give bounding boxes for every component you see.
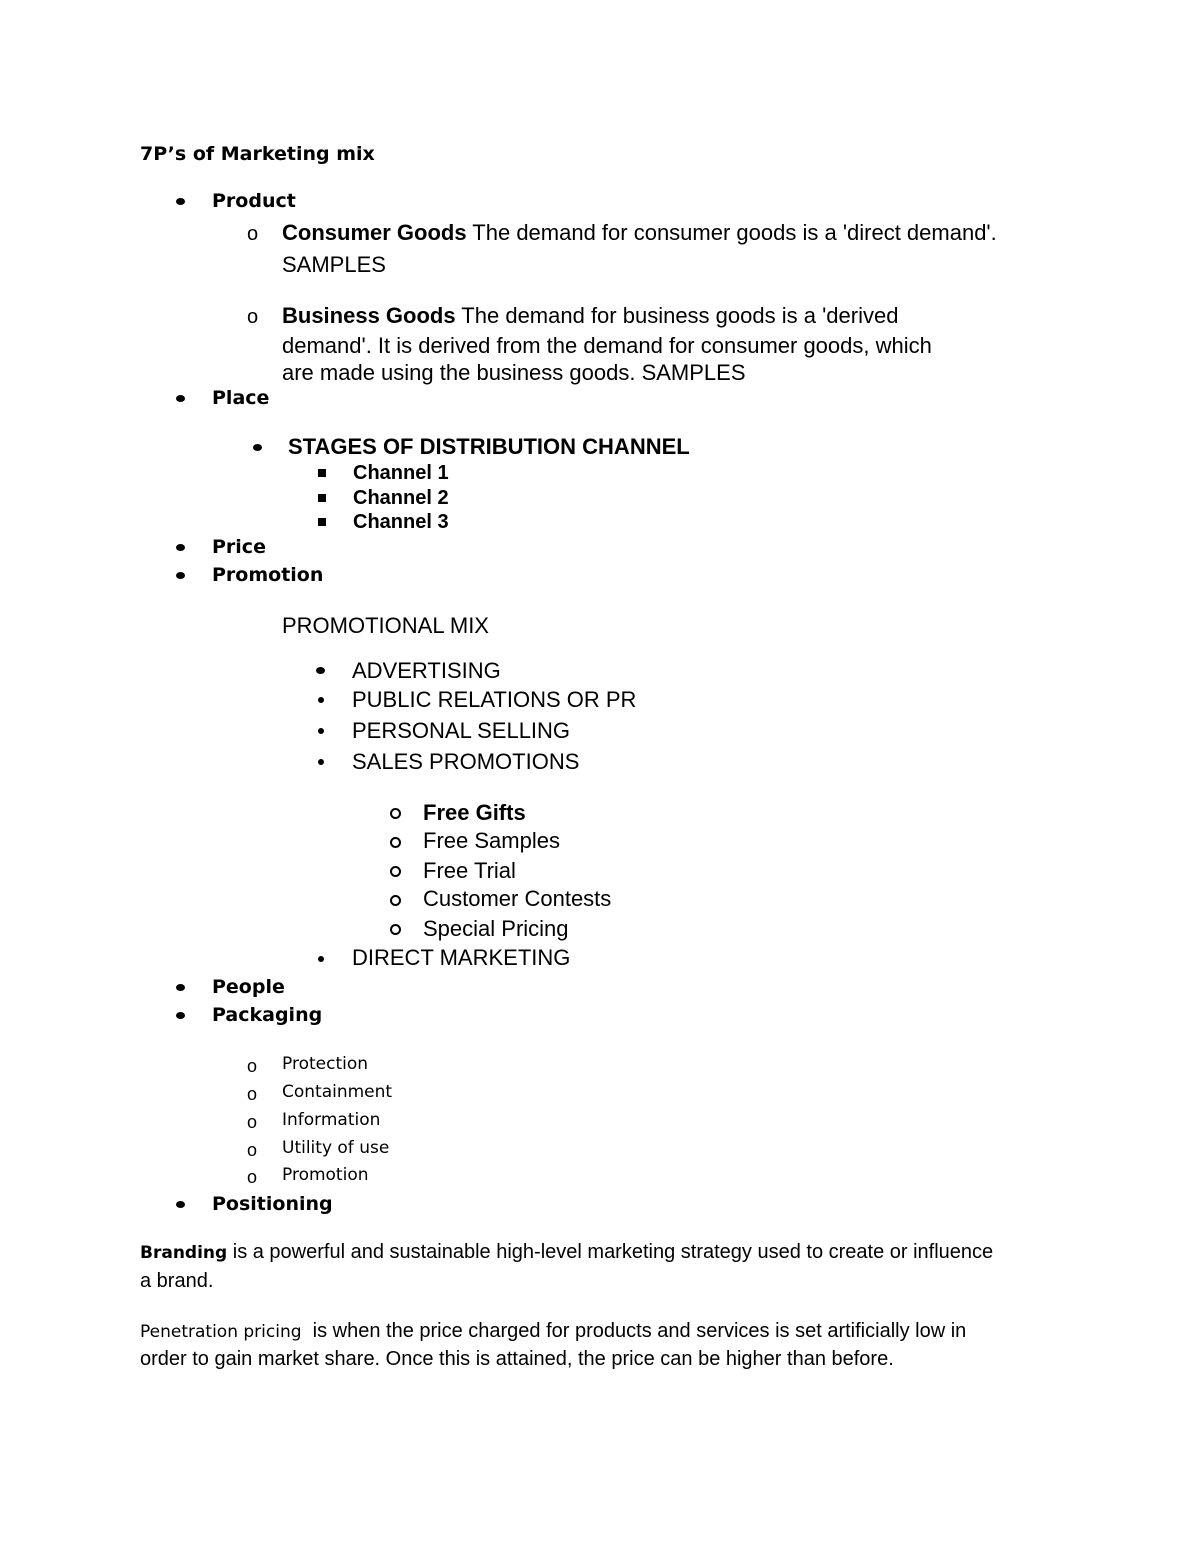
bullet-icon: [318, 728, 324, 734]
branding-term: Branding: [140, 1243, 228, 1263]
circle-bullet-icon: o: [247, 1167, 258, 1187]
business-goods-line-1: [282, 303, 898, 329]
circle-bullet-icon: o: [247, 1112, 258, 1132]
branding-line-2: a brand.: [140, 1270, 214, 1292]
circle-bullet-icon: o: [247, 223, 259, 245]
item-place: Place: [212, 387, 270, 409]
mix-item: PUBLIC RELATIONS OR PR: [352, 687, 637, 712]
bullet-icon: [316, 667, 325, 674]
packaging-item: Protection: [282, 1054, 369, 1074]
bullet-icon: [176, 395, 185, 402]
consumer-goods-text: The demand for consumer goods is a 'direct demand'.: [466, 220, 997, 245]
sales-promotion-item: Customer Contests: [423, 886, 612, 911]
business-goods-line-3: are made using the business goods. SAMPLES: [282, 360, 746, 385]
channel-item: Channel 1: [353, 462, 449, 484]
sales-promotion-item: Free Trial: [423, 858, 516, 883]
branding-text: is a powerful and sustainable high-level marketing strategy used to create or influence: [227, 1241, 994, 1263]
penetration-line-2: order to gain market share. Once this is attained, the price can be higher than before.: [140, 1348, 894, 1370]
packaging-item: Promotion: [282, 1165, 369, 1185]
bullet-icon: [253, 444, 262, 451]
penetration-text: is when the price charged for products and services is set artificially low in: [301, 1320, 967, 1342]
promotional-mix-heading: PROMOTIONAL MIX: [282, 613, 489, 638]
bullet-icon: [318, 697, 324, 703]
mix-item-direct-marketing: DIRECT MARKETING: [352, 945, 571, 970]
sales-promotion-item: Free Samples: [423, 828, 560, 853]
ring-bullet-icon: [390, 895, 401, 906]
item-product: Product: [212, 190, 296, 212]
bullet-icon: [176, 572, 185, 579]
stages-heading: STAGES OF DISTRIBUTION CHANNEL: [288, 434, 690, 459]
packaging-item: Containment: [282, 1082, 393, 1102]
item-promotion: Promotion: [212, 564, 324, 586]
item-people: People: [212, 976, 285, 998]
packaging-item: Information: [282, 1110, 381, 1130]
sales-promotion-item: Special Pricing: [423, 916, 569, 941]
page-title: 7P’s of Marketing mix: [140, 143, 375, 165]
circle-bullet-icon: o: [247, 1140, 258, 1160]
bullet-icon: [318, 956, 324, 962]
square-bullet-icon: [318, 469, 326, 477]
item-positioning: Positioning: [212, 1193, 333, 1215]
channel-item: Channel 2: [353, 487, 449, 509]
bullet-icon: [318, 759, 324, 765]
sales-promotion-item: Free Gifts: [423, 800, 526, 825]
item-packaging: Packaging: [212, 1004, 323, 1026]
circle-bullet-icon: o: [247, 306, 259, 328]
square-bullet-icon: [318, 494, 326, 502]
bullet-icon: [176, 1012, 185, 1019]
penetration-term: Penetration pricing: [140, 1322, 302, 1342]
branding-line-1: [140, 1241, 993, 1264]
item-price: Price: [212, 536, 266, 558]
ring-bullet-icon: [390, 866, 401, 877]
mix-item: SALES PROMOTIONS: [352, 749, 580, 774]
square-bullet-icon: [318, 518, 326, 526]
mix-item: ADVERTISING: [352, 658, 501, 683]
bullet-icon: [176, 198, 185, 205]
packaging-item: Utility of use: [282, 1138, 390, 1158]
consumer-goods-term: Consumer Goods: [282, 220, 467, 245]
circle-bullet-icon: o: [247, 1056, 258, 1076]
ring-bullet-icon: [390, 837, 401, 848]
circle-bullet-icon: o: [247, 1084, 258, 1104]
channel-item: Channel 3: [353, 511, 449, 533]
business-goods-text: The demand for business goods is a 'derived: [455, 303, 899, 328]
consumer-goods-samples: SAMPLES: [282, 252, 386, 277]
business-goods-line-2: demand'. It is derived from the demand for consumer goods, which: [282, 333, 932, 358]
consumer-goods-line: [282, 220, 997, 246]
ring-bullet-icon: [390, 808, 401, 819]
bullet-icon: [176, 984, 185, 991]
penetration-line-1: [140, 1320, 966, 1343]
bullet-icon: [176, 1201, 185, 1208]
business-goods-term: Business Goods: [282, 303, 456, 328]
bullet-icon: [176, 544, 185, 551]
ring-bullet-icon: [390, 924, 401, 935]
mix-item: PERSONAL SELLING: [352, 718, 571, 743]
